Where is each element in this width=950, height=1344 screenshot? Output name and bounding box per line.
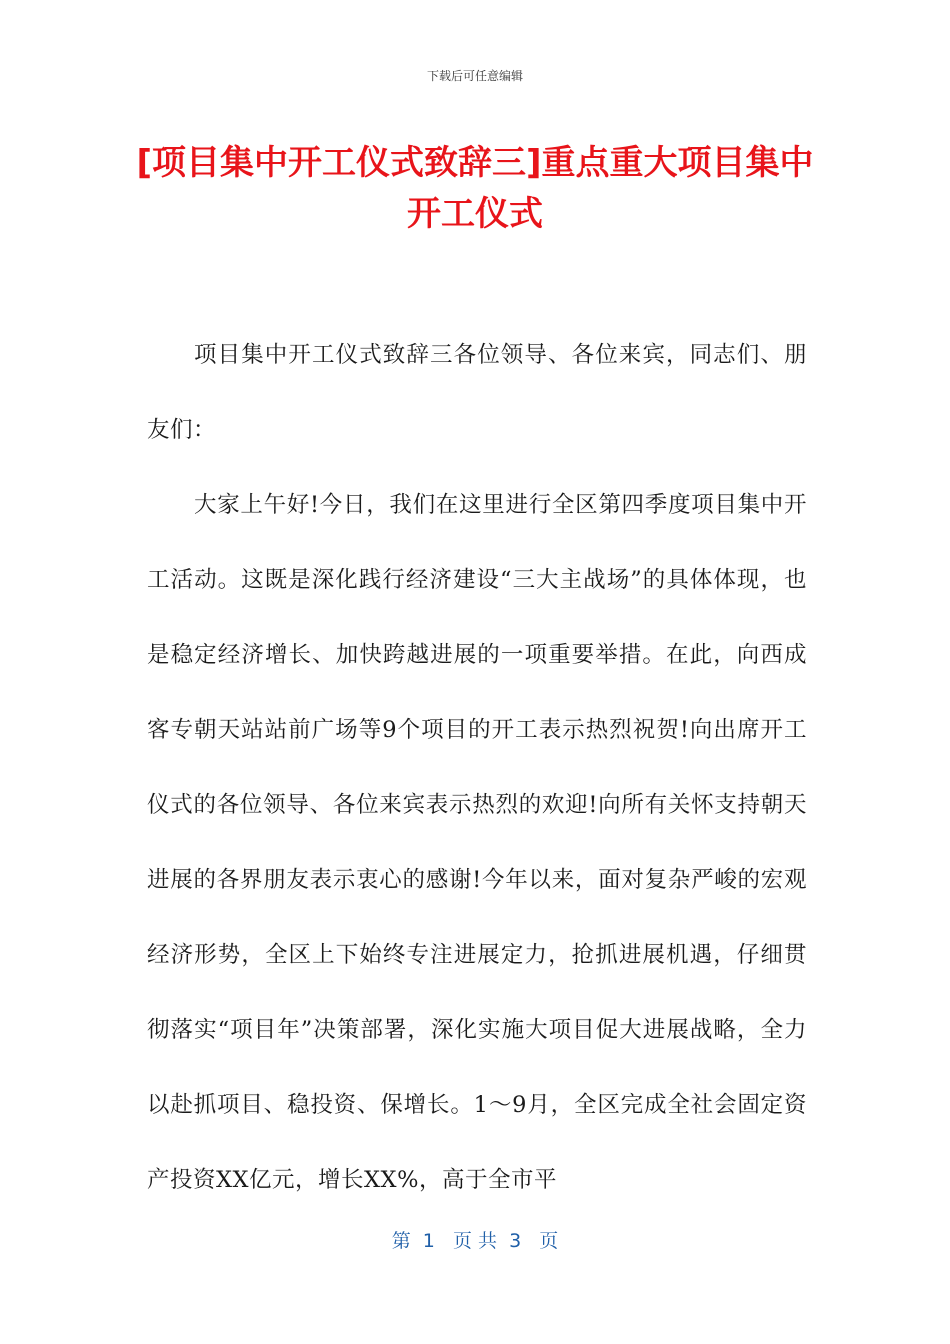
document-title: [项目集中开工仪式致辞三]重点重大项目集中开工仪式 [136, 143, 814, 234]
document-body [147, 318, 807, 1218]
paragraph-main: 大家上午好!今日，我们在这里进行全区第四季度项目集中开工活动。这既是深化践行经济建设“三大主战场”的具体体现，也是稳定经济增长、加快跨越进展的一项重要举措。在此，向西成客专朝天站站前广场等9个项目的开工表示热烈祝贺!向出席开工仪式的各位领导、各位来宾表示热烈的欢迎!向所有关怀支持朝天进展的各界朋友表示衷心的感谢!今年以来，面对复杂严峻的宏观经济形势，全区上下始终专注进展定力，抢抓进展机遇，仔细贯彻落实“项目年”决策部署，深化实施大项目促大进展战略，全力以赴抓项目、稳投资、保增长。1～9月，全区完成全社会固定资产投资XX亿元，增长XX%，高于全市平 [147, 492, 807, 1193]
page-footer: 第 1 页 共 3 页 [391, 1230, 559, 1252]
paragraph-salutation: 项目集中开工仪式致辞三各位领导、各位来宾，同志们、朋友们： [147, 342, 807, 443]
header-note: 下载后可任意编辑 [426, 69, 523, 83]
